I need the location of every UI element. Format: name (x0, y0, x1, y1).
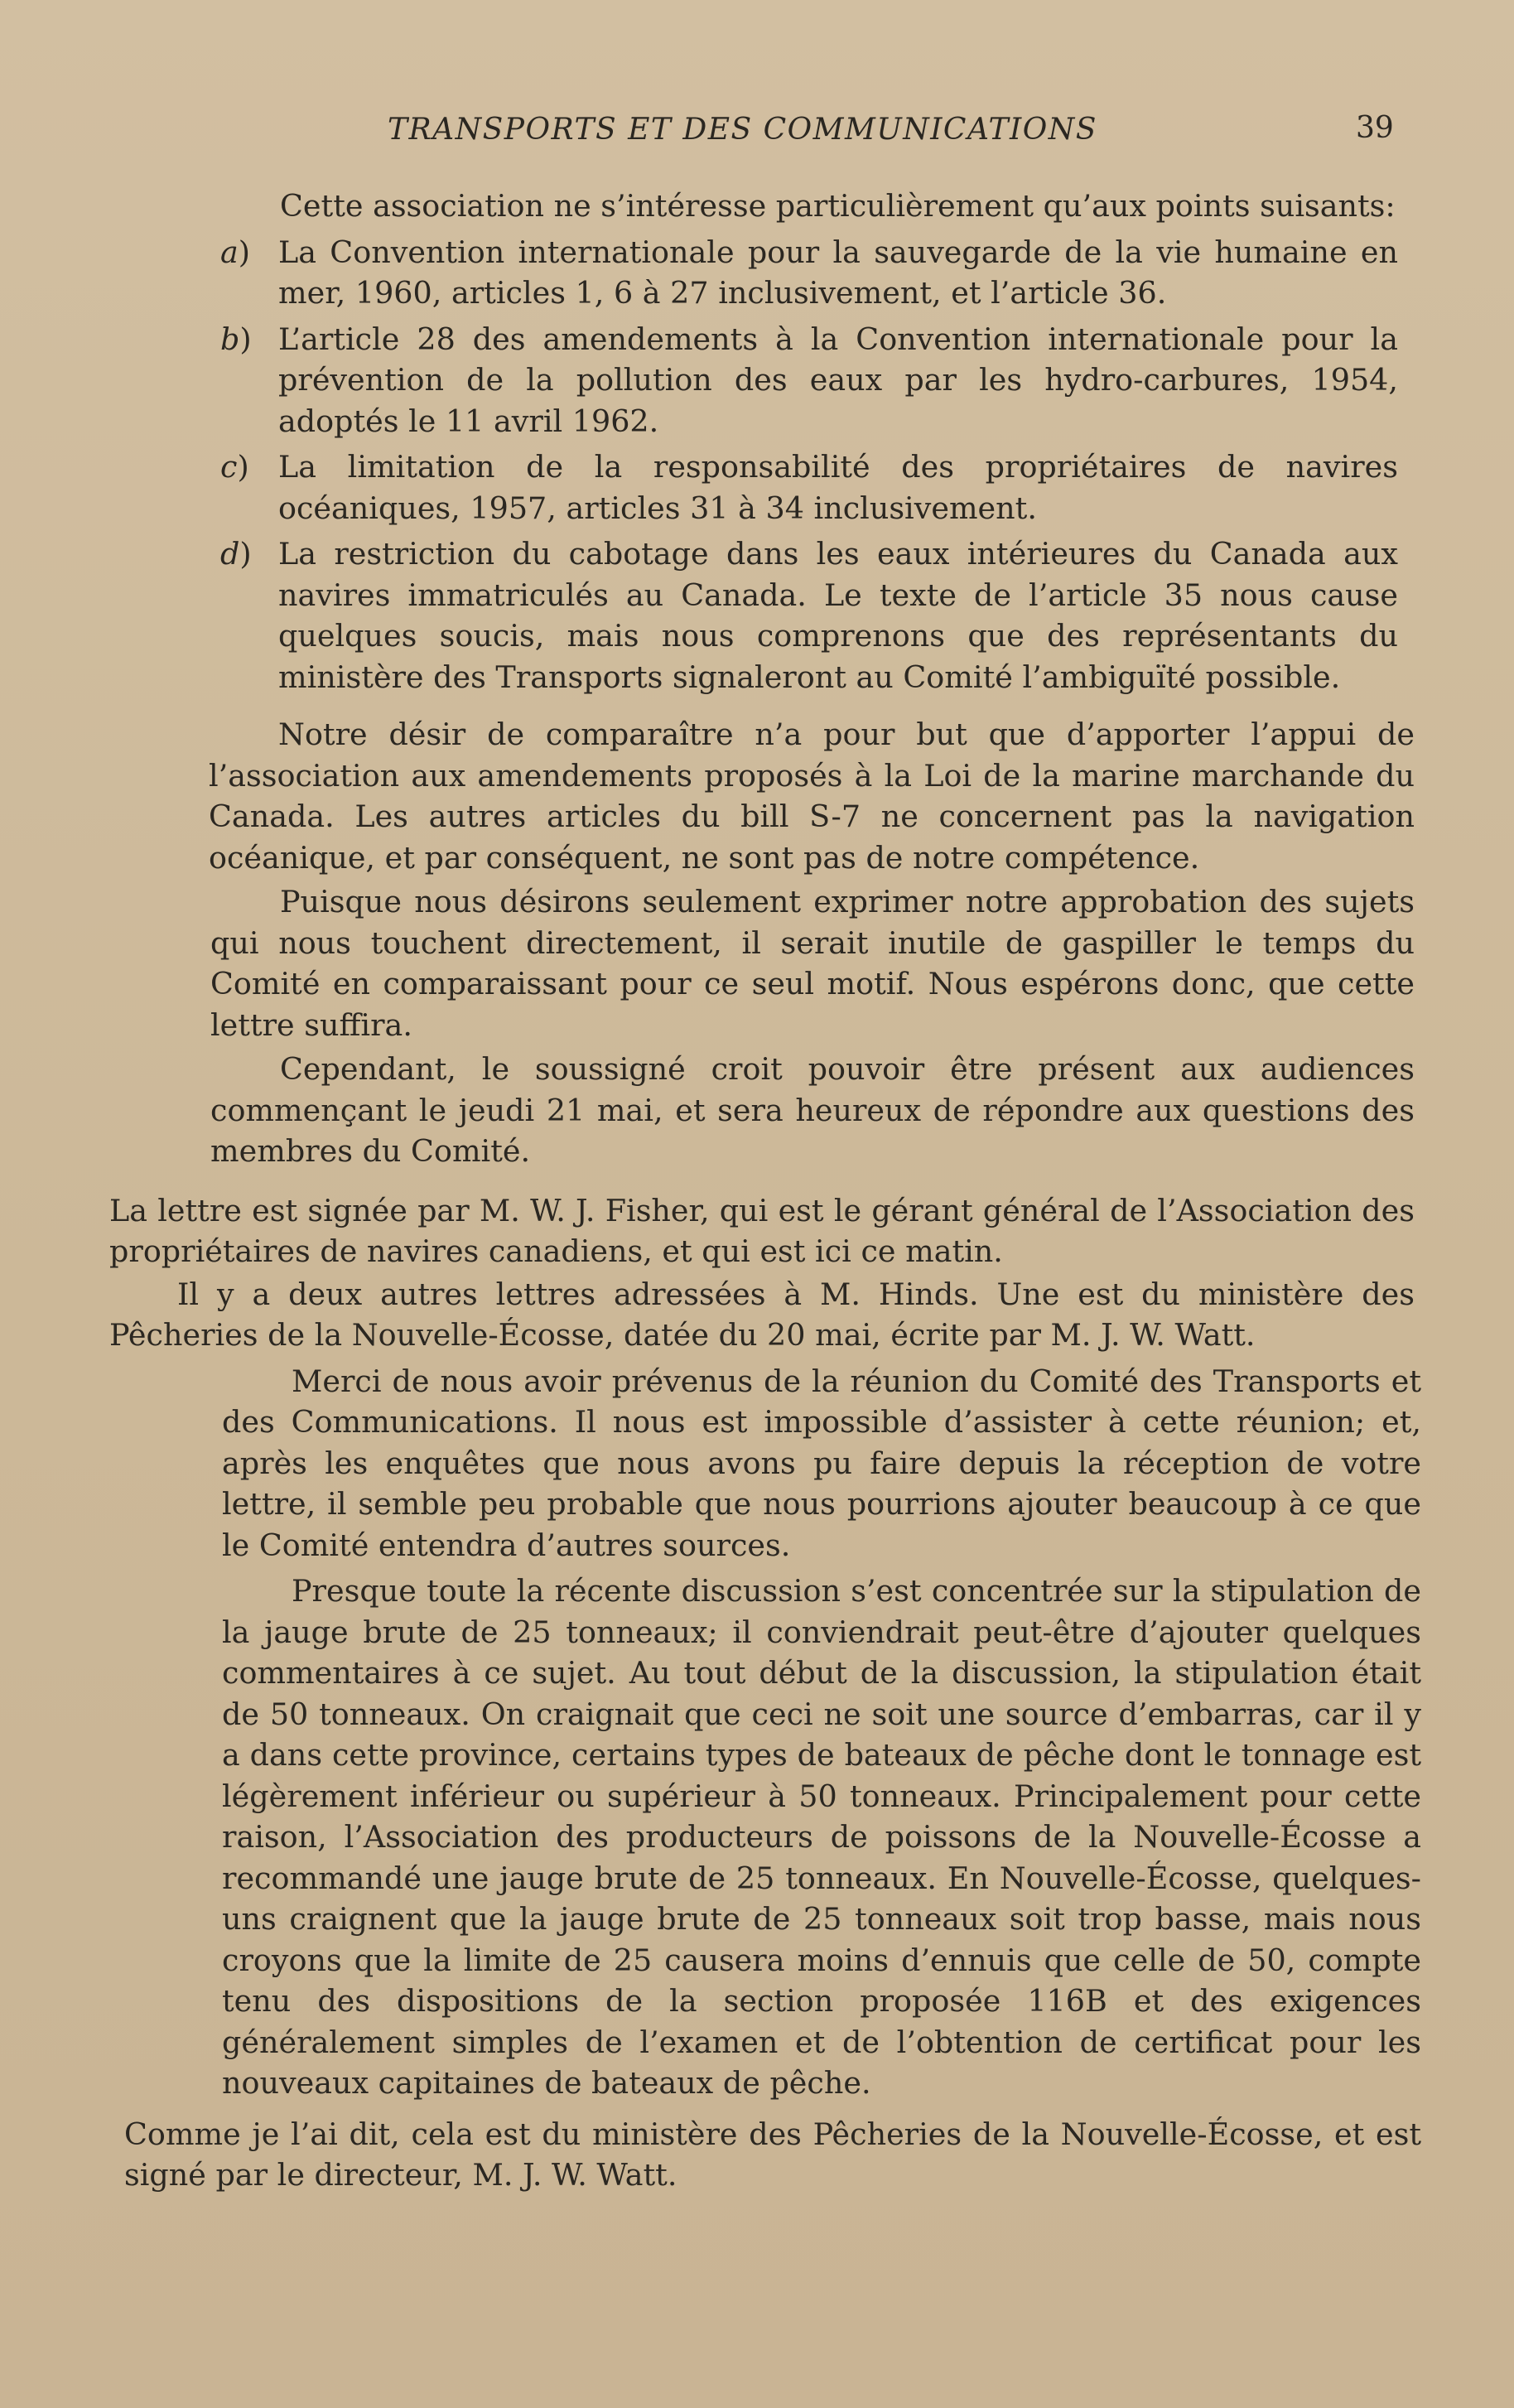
letter-paragraph: Merci de nous avoir prévenus de la réunion du Comité des Transports et des Communications. Il nous est impossible d’assister à cette réunion; et, après les enquêtes que nous avons pu faire depuis la réception de votre lettre, il semble peu probable que nous pourrions ajouter beaucoup à ce que le Comité entendra d’autres sources. (222, 1363, 1421, 1563)
list-item-text: L’article 28 des amendements à la Convention internationale pour la prévention de la pollution des eaux par les hydro-carbures, 1954, adoptés le 11 avril 1962. (278, 321, 1398, 439)
list-marker: c) (220, 449, 249, 485)
list-marker: a) (220, 234, 251, 270)
list-marker: b) (220, 321, 252, 357)
letter-1-body (210, 714, 1415, 1172)
letter-2-quote (222, 1361, 1421, 2104)
closing-section (124, 2114, 1421, 2196)
narrative-paragraph: Il y a deux autres lettres adressées à M. Hinds. Une est du ministère des Pêcheries de la Nouvelle-Écosse, datée du 20 mai, écrite par M. J. W. Watt. (109, 1276, 1415, 1353)
list-item-text: La restriction du cabotage dans les eaux intérieures du Canada aux navires immatriculés au Canada. Le texte de l’article 35 nous cause quelques soucis, mais nous comprenons que des représentants du ministère des Transports signaleront au Comité l’ambiguïté possible. (278, 536, 1398, 695)
points-list (210, 232, 1398, 698)
letter-paragraph: Puisque nous désirons seulement exprimer notre approbation des sujets qui nous touchent directement, il serait inutile de gaspiller le temps du Comité en comparaissant pour ce seul motif. Nous espérons donc, que cette lettre suffira. (210, 884, 1415, 1043)
list-item-text: La Convention internationale pour la sauvegarde de la vie humaine en mer, 1960, articles 1, 6 à 27 inclusivement, et l’article 36. (278, 234, 1398, 311)
letter-paragraph: Cependant, le soussigné croit pouvoir être présent aux audiences commençant le jeudi 21 mai, et sera heureux de répondre aux questions des membres du Comité. (210, 1051, 1415, 1169)
narrative-section (109, 1190, 1415, 1356)
running-head: TRANSPORTS ET DES COMMUNICATIONS (388, 113, 1097, 147)
list-item (210, 533, 1398, 697)
list-item (210, 319, 1398, 442)
letter-paragraph: Notre désir de comparaître n’a pour but que d’apporter l’appui de l’association aux amendements proposés à la Loi de la marine marchande du Canada. Les autres articles du bill S-7 ne concernent pas la navigation océanique, et par conséquent, ne sont pas de notre compétence. (209, 717, 1415, 876)
letter-1-quote (210, 0, 1398, 697)
list-item (210, 232, 1398, 314)
list-marker: d) (220, 536, 252, 572)
list-item (210, 446, 1398, 528)
narrative-paragraph: La lettre est signée par M. W. J. Fisher, qui est le gérant général de l’Association des propriétaires de navires canadiens, et qui est ici ce matin. (109, 1192, 1415, 1269)
list-item-text: La limitation de la responsabilité des propriétaires de navires océaniques, 1957, articles 31 à 34 inclusivement. (278, 449, 1398, 526)
page-number: 39 (1356, 111, 1394, 145)
letter-paragraph: Presque toute la récente discussion s’est concentrée sur la stipulation de la jauge brute de 25 tonneaux; il conviendrait peut-être d’ajouter quelques commentaires à ce sujet. Au tout début de la discussion, la stipulation était de 50 tonneaux. On craignait que ceci ne soit une source d’embarras, car il y a dans cette province, certains types de bateaux de pêche dont le tonnage est légèrement inférieur ou supérieur à 50 tonneaux. Principalement pour cette raison, l’Association des producteurs de poissons de la Nouvelle-Écosse a recommandé une jauge brute de 25 tonneaux. En Nouvelle-Écosse, quelques-uns craignent que la jauge brute de 25 tonneaux soit trop basse, mais nous croyons que la limite de 25 causera moins d’ennuis que celle de 50, compte tenu des dispositions de la section proposée 116B et des exigences généralement simples de l’examen et de l’obtention de certificat pour les nouveaux capitaines de bateaux de pêche. (222, 1573, 1421, 2101)
intro-paragraph: Cette association ne s’intéresse particulièrement qu’aux points suisants: (280, 188, 1396, 224)
narrative-paragraph: Comme je l’ai dit, cela est du ministère des Pêcheries de la Nouvelle-Écosse, et est signé par le directeur, M. J. W. Watt. (124, 2116, 1421, 2193)
